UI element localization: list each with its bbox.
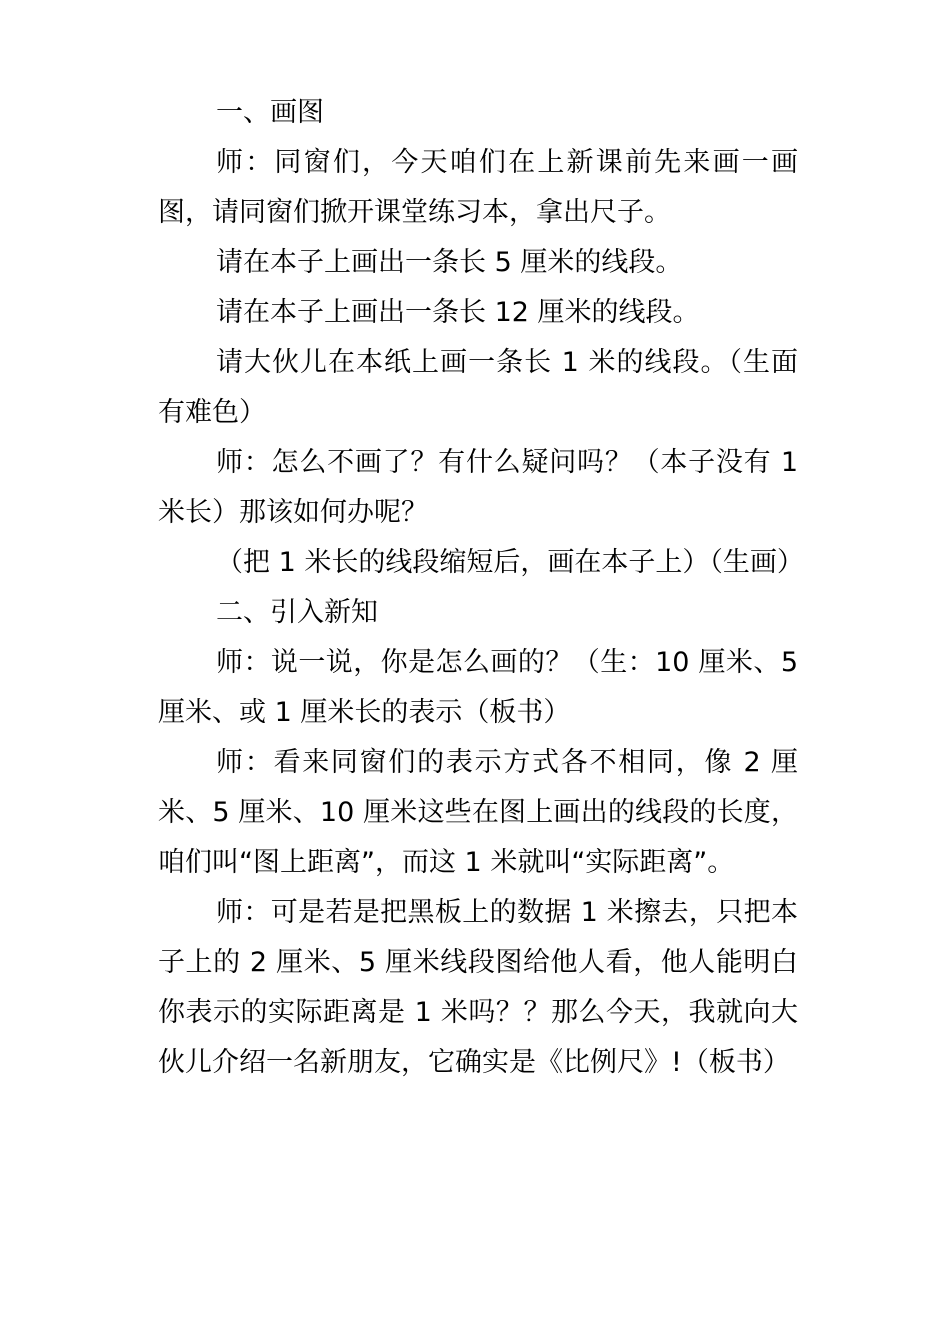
section-heading-drawing: 一、画图 — [216, 97, 324, 128]
document-body — [158, 88, 804, 1088]
paragraph-draw-12cm: 请在本子上画出一条长 12 厘米的线段。 — [216, 297, 700, 328]
paragraph-map-distance: 师：看来同窗们的表示方式各不相同，像 2 厘米、5 厘米、10 厘米这些在图上画出的线段的长度，咱们叫“图上距离”，而这 1 米就叫“实际距离”。 — [158, 747, 798, 878]
paragraph-draw-5cm: 请在本子上画出一条长 5 厘米的线段。 — [216, 247, 683, 278]
paragraph-shorten-line: （把 1 米长的线段缩短后，画在本子上）（生画） — [216, 547, 804, 578]
paragraph-draw-1m: 请大伙儿在本纸上画一条长 1 米的线段。（生面有难色） — [158, 347, 798, 428]
paragraph-scale-intro: 师：可是若是把黑板上的数据 1 米擦去，只把本子上的 2 厘米、5 厘米线段图给他人看，他人能明白你表示的实际距离是 1 米吗？？那么今天，我就向大伙儿介绍一名新朋友，它确实是《比例尺》!（板书） — [158, 897, 798, 1078]
paragraph-teacher-intro: 师：同窗们，今天咱们在上新课前先来画一画图，请同窗们掀开课堂练习本，拿出尺子。 — [158, 147, 798, 228]
paragraph-teacher-question: 师：怎么不画了？有什么疑问吗？（本子没有 1 米长）那该如何办呢？ — [158, 447, 798, 528]
section-heading-new-knowledge: 二、引入新知 — [216, 597, 378, 628]
paragraph-how-drawn: 师：说一说，你是怎么画的？（生：10 厘米、5 厘米、或 1 厘米长的表示（板书） — [158, 647, 798, 728]
